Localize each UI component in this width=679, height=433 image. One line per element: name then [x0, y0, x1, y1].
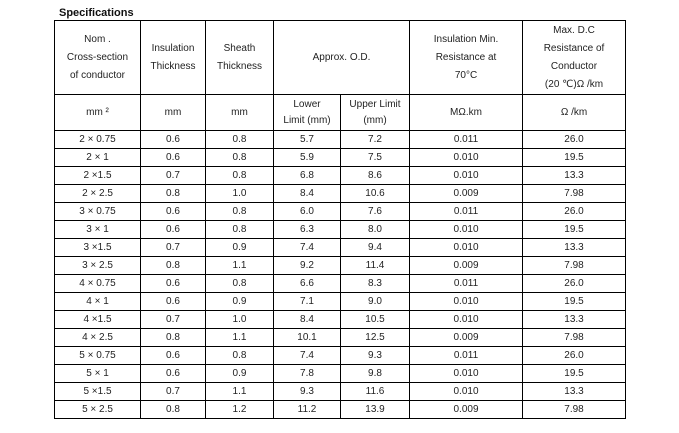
- cell-cross-section: 5 ×1.5: [55, 383, 141, 401]
- cell-cross-section: 2 ×1.5: [55, 167, 141, 185]
- cell-insulation-resistance: 0.009: [410, 257, 523, 275]
- header-row: [55, 21, 626, 95]
- table-row: [55, 257, 626, 275]
- cell-cross-section: 5 × 2.5: [55, 401, 141, 419]
- cell-dc-resistance: 7.98: [523, 257, 626, 275]
- cell-sheath: 1.1: [206, 257, 274, 275]
- cell-sheath: 1.1: [206, 329, 274, 347]
- cell-dc-resistance: 13.3: [523, 311, 626, 329]
- cell-insulation-resistance: 0.010: [410, 311, 523, 329]
- cell-cross-section: 4 × 1: [55, 293, 141, 311]
- cell-insulation: 0.6: [141, 203, 206, 221]
- cell-dc-resistance: 19.5: [523, 293, 626, 311]
- cell-cross-section: 2 × 2.5: [55, 185, 141, 203]
- cell-sheath: 0.8: [206, 149, 274, 167]
- cell-sheath: 0.9: [206, 293, 274, 311]
- table-row: [55, 401, 626, 419]
- cell-insulation: 0.6: [141, 149, 206, 167]
- cell-upper-limit: 9.0: [341, 293, 410, 311]
- cell-cross-section: 3 × 0.75: [55, 203, 141, 221]
- cell-lower-limit: 6.3: [274, 221, 341, 239]
- cell-sheath: 0.8: [206, 221, 274, 239]
- cell-dc-resistance: 26.0: [523, 203, 626, 221]
- cell-insulation: 0.6: [141, 275, 206, 293]
- cell-insulation-resistance: 0.010: [410, 149, 523, 167]
- cell-lower-limit: 7.4: [274, 239, 341, 257]
- cell-insulation-resistance: 0.010: [410, 221, 523, 239]
- unit-resistance: MΩ.km: [410, 95, 523, 131]
- cell-sheath: 0.8: [206, 275, 274, 293]
- cell-insulation: 0.8: [141, 185, 206, 203]
- cell-insulation: 0.6: [141, 365, 206, 383]
- cell-insulation: 0.7: [141, 311, 206, 329]
- cell-lower-limit: 8.4: [274, 311, 341, 329]
- cell-upper-limit: 9.3: [341, 347, 410, 365]
- cell-sheath: 0.8: [206, 167, 274, 185]
- cell-cross-section: 3 × 2.5: [55, 257, 141, 275]
- cell-insulation-resistance: 0.010: [410, 167, 523, 185]
- table-row: [55, 383, 626, 401]
- cell-insulation: 0.6: [141, 221, 206, 239]
- cell-dc-resistance: 26.0: [523, 275, 626, 293]
- cell-cross-section: 4 × 0.75: [55, 275, 141, 293]
- cell-cross-section: 2 × 1: [55, 149, 141, 167]
- cell-lower-limit: 5.7: [274, 131, 341, 149]
- cell-insulation: 0.6: [141, 131, 206, 149]
- cell-dc-resistance: 26.0: [523, 347, 626, 365]
- cell-sheath: 1.2: [206, 401, 274, 419]
- cell-dc-resistance: 19.5: [523, 221, 626, 239]
- cell-insulation-resistance: 0.011: [410, 203, 523, 221]
- cell-upper-limit: 11.6: [341, 383, 410, 401]
- cell-insulation-resistance: 0.010: [410, 239, 523, 257]
- cell-lower-limit: 6.0: [274, 203, 341, 221]
- cell-insulation: 0.7: [141, 239, 206, 257]
- cell-lower-limit: 8.4: [274, 185, 341, 203]
- cell-insulation-resistance: 0.011: [410, 347, 523, 365]
- cell-sheath: 1.0: [206, 311, 274, 329]
- table-row: [55, 275, 626, 293]
- table-row: [55, 239, 626, 257]
- cell-lower-limit: 7.1: [274, 293, 341, 311]
- cell-upper-limit: 11.4: [341, 257, 410, 275]
- units-row: [55, 95, 626, 131]
- cell-dc-resistance: 13.3: [523, 383, 626, 401]
- cell-insulation-resistance: 0.011: [410, 275, 523, 293]
- cell-cross-section: 5 × 1: [55, 365, 141, 383]
- cell-upper-limit: 10.6: [341, 185, 410, 203]
- header-insulation-thickness: Insulation Thickness: [141, 21, 206, 95]
- cell-cross-section: 3 ×1.5: [55, 239, 141, 257]
- specifications-table: [54, 20, 626, 419]
- page-title: Specifications: [59, 7, 134, 19]
- table-row: [55, 131, 626, 149]
- header-insulation-resistance: Insulation Min. Resistance at 70°C: [410, 21, 523, 95]
- cell-dc-resistance: 7.98: [523, 185, 626, 203]
- unit-dc: Ω /km: [523, 95, 626, 131]
- cell-upper-limit: 8.3: [341, 275, 410, 293]
- cell-sheath: 0.8: [206, 203, 274, 221]
- table-row: [55, 293, 626, 311]
- table-row: [55, 311, 626, 329]
- cell-upper-limit: 7.5: [341, 149, 410, 167]
- cell-sheath: 0.8: [206, 347, 274, 365]
- cell-dc-resistance: 19.5: [523, 365, 626, 383]
- cell-insulation: 0.8: [141, 257, 206, 275]
- cell-lower-limit: 7.8: [274, 365, 341, 383]
- cell-insulation-resistance: 0.011: [410, 131, 523, 149]
- cell-insulation: 0.8: [141, 329, 206, 347]
- header-dc-resistance: Max. D.C Resistance of Conductor (20 ℃)Ω /km: [523, 21, 626, 95]
- cell-dc-resistance: 13.3: [523, 239, 626, 257]
- cell-upper-limit: 10.5: [341, 311, 410, 329]
- cell-upper-limit: 13.9: [341, 401, 410, 419]
- unit-insulation: mm: [141, 95, 206, 131]
- unit-lower-limit: Lower Limit (mm): [274, 95, 341, 131]
- cell-lower-limit: 9.3: [274, 383, 341, 401]
- cell-lower-limit: 10.1: [274, 329, 341, 347]
- cell-upper-limit: 12.5: [341, 329, 410, 347]
- cell-lower-limit: 11.2: [274, 401, 341, 419]
- cell-insulation: 0.7: [141, 167, 206, 185]
- cell-insulation: 0.8: [141, 401, 206, 419]
- table-row: [55, 185, 626, 203]
- unit-upper-limit: Upper Limit (mm): [341, 95, 410, 131]
- cell-upper-limit: 8.6: [341, 167, 410, 185]
- cell-upper-limit: 7.6: [341, 203, 410, 221]
- cell-cross-section: 3 × 1: [55, 221, 141, 239]
- cell-cross-section: 4 ×1.5: [55, 311, 141, 329]
- table-row: [55, 329, 626, 347]
- header-approx-od: Approx. O.D.: [274, 21, 410, 95]
- cell-upper-limit: 8.0: [341, 221, 410, 239]
- cell-insulation-resistance: 0.009: [410, 401, 523, 419]
- cell-insulation-resistance: 0.010: [410, 383, 523, 401]
- cell-lower-limit: 5.9: [274, 149, 341, 167]
- table-row: [55, 149, 626, 167]
- table-row: [55, 365, 626, 383]
- cell-insulation: 0.6: [141, 347, 206, 365]
- cell-upper-limit: 9.8: [341, 365, 410, 383]
- cell-cross-section: 5 × 0.75: [55, 347, 141, 365]
- cell-sheath: 1.0: [206, 185, 274, 203]
- header-conductor: Nom . Cross-section of conductor: [55, 21, 141, 95]
- cell-dc-resistance: 7.98: [523, 401, 626, 419]
- cell-lower-limit: 9.2: [274, 257, 341, 275]
- unit-conductor: mm ²: [55, 95, 141, 131]
- unit-sheath: mm: [206, 95, 274, 131]
- cell-insulation-resistance: 0.009: [410, 329, 523, 347]
- cell-sheath: 0.9: [206, 365, 274, 383]
- table-row: [55, 167, 626, 185]
- cell-upper-limit: 9.4: [341, 239, 410, 257]
- cell-lower-limit: 6.6: [274, 275, 341, 293]
- cell-lower-limit: 6.8: [274, 167, 341, 185]
- cell-cross-section: 2 × 0.75: [55, 131, 141, 149]
- cell-insulation: 0.7: [141, 383, 206, 401]
- cell-lower-limit: 7.4: [274, 347, 341, 365]
- cell-dc-resistance: 13.3: [523, 167, 626, 185]
- table-row: [55, 203, 626, 221]
- cell-insulation-resistance: 0.009: [410, 185, 523, 203]
- cell-dc-resistance: 26.0: [523, 131, 626, 149]
- cell-dc-resistance: 19.5: [523, 149, 626, 167]
- cell-insulation-resistance: 0.010: [410, 365, 523, 383]
- table-row: [55, 347, 626, 365]
- header-sheath-thickness: Sheath Thickness: [206, 21, 274, 95]
- table-row: [55, 221, 626, 239]
- cell-sheath: 1.1: [206, 383, 274, 401]
- cell-dc-resistance: 7.98: [523, 329, 626, 347]
- cell-upper-limit: 7.2: [341, 131, 410, 149]
- cell-sheath: 0.9: [206, 239, 274, 257]
- cell-cross-section: 4 × 2.5: [55, 329, 141, 347]
- cell-insulation-resistance: 0.010: [410, 293, 523, 311]
- cell-sheath: 0.8: [206, 131, 274, 149]
- cell-insulation: 0.6: [141, 293, 206, 311]
